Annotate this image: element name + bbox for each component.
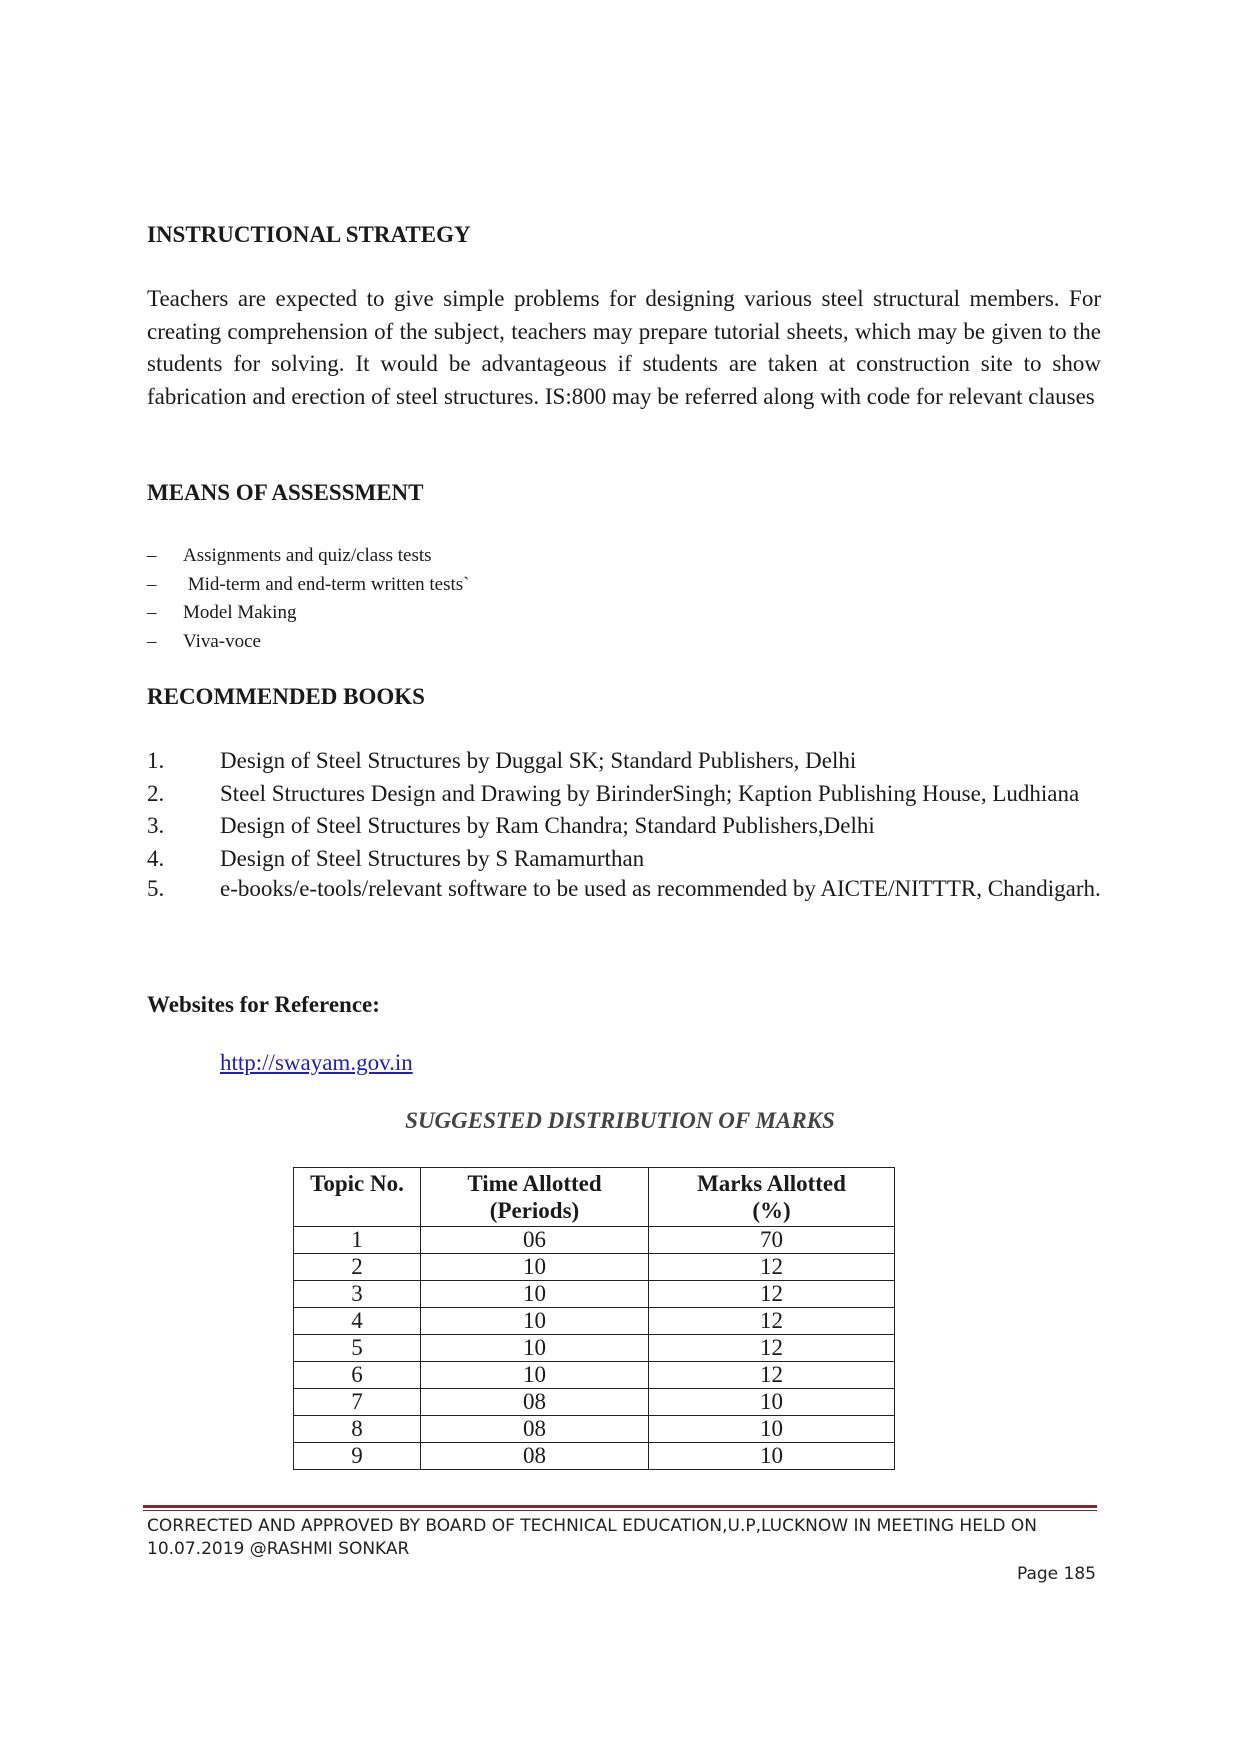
list-item <box>147 745 1101 778</box>
list-item-text: Steel Structures Design and Drawing by BirinderSingh; Kaption Publishing House, Ludhiana <box>220 780 1080 806</box>
time-cell: 08 <box>421 1389 649 1416</box>
time-cell: 10 <box>421 1362 649 1389</box>
instructional-strategy-heading: INSTRUCTIONAL STRATEGY <box>147 222 471 247</box>
topic-cell: 9 <box>294 1443 421 1470</box>
table-row <box>294 1362 895 1389</box>
marks-cell: 10 <box>649 1416 895 1443</box>
table-row <box>294 1254 895 1281</box>
marks-cell: 12 <box>649 1308 895 1335</box>
page-number: Page 185 <box>1016 1564 1096 1584</box>
marks-cell: 10 <box>649 1389 895 1416</box>
marks-cell: 12 <box>649 1362 895 1389</box>
list-item-text: Mid-term and end-term written tests` <box>183 573 470 595</box>
bullet-dash: – <box>147 545 157 566</box>
table-row <box>294 1389 895 1416</box>
topic-cell: 2 <box>294 1254 421 1281</box>
instructional-strategy-paragraph: Teachers are expected to give simple problems for designing various steel structural members. For creating comprehension of the subject, teachers may prepare tutorial sheets, which may be given to the students for solving. It would be advantageous if students are taken at construction site to show fabrication and erection of steel structures. IS:800 may be referred along with code for relevant clauses <box>147 286 1101 409</box>
time-cell: 08 <box>421 1443 649 1470</box>
list-item <box>147 875 1101 903</box>
swayam-link[interactable]: http://swayam.gov.in <box>220 1050 413 1075</box>
marks-cell: 12 <box>649 1335 895 1362</box>
header-marks-allotted: Marks Allotted (%) <box>649 1168 895 1227</box>
footer-rule-thin <box>143 1510 1097 1511</box>
time-cell: 10 <box>421 1281 649 1308</box>
means-of-assessment-heading: MEANS OF ASSESSMENT <box>147 480 424 505</box>
header-topic-no: Topic No. <box>294 1168 421 1227</box>
topic-cell: 3 <box>294 1281 421 1308</box>
table-row <box>294 1443 895 1470</box>
list-item-text: Model Making <box>183 602 297 623</box>
websites-heading: Websites for Reference: <box>147 992 380 1017</box>
list-number: 2. <box>147 780 165 806</box>
table-caption: SUGGESTED DISTRIBUTION OF MARKS <box>405 1108 835 1133</box>
list-item-text: Assignments and quiz/class tests <box>183 545 432 566</box>
recommended-books-heading: RECOMMENDED BOOKS <box>147 684 425 709</box>
list-item-text: Design of Steel Structures by Ram Chandra; Standard Publishers,Delhi <box>220 813 875 838</box>
list-number: 3. <box>147 813 165 838</box>
marks-cell: 10 <box>649 1443 895 1470</box>
topic-cell: 1 <box>294 1227 421 1254</box>
list-item-text: e-books/e-tools/relevant software to be used as recommended by AICTE/NITTTR, Chandigarh. <box>220 876 1101 901</box>
bullet-dash: – <box>147 602 157 623</box>
time-cell: 10 <box>421 1308 649 1335</box>
table-row <box>294 1308 895 1335</box>
time-cell: 08 <box>421 1416 649 1443</box>
marks-cell: 70 <box>649 1227 895 1254</box>
list-number: 4. <box>147 845 165 871</box>
topic-cell: 5 <box>294 1335 421 1362</box>
table-row <box>294 1281 895 1308</box>
list-number: 5. <box>147 876 165 901</box>
footer-line-2: 10.07.2019 @RASHMI SONKAR <box>147 1539 410 1559</box>
table-row <box>294 1416 895 1443</box>
list-number: 1. <box>147 748 165 773</box>
list-item <box>147 843 1101 876</box>
marks-cell: 12 <box>649 1281 895 1308</box>
recommended-books-list <box>147 745 1101 903</box>
footer-text <box>147 1515 1107 1561</box>
marks-table <box>293 1167 895 1470</box>
topic-cell: 4 <box>294 1308 421 1335</box>
header-time-allotted: Time Allotted (Periods) <box>421 1168 649 1227</box>
list-item <box>147 778 1101 811</box>
time-cell: 10 <box>421 1335 649 1362</box>
topic-cell: 8 <box>294 1416 421 1443</box>
list-item-text: Viva-voce <box>183 630 261 652</box>
bullet-dash: – <box>147 630 157 652</box>
topic-cell: 6 <box>294 1362 421 1389</box>
table-row <box>294 1335 895 1362</box>
topic-cell: 7 <box>294 1389 421 1416</box>
footer-line-1: CORRECTED AND APPROVED BY BOARD OF TECHNICAL EDUCATION,U.P,LUCKNOW IN MEETING HELD ON <box>147 1516 1038 1536</box>
table-row <box>294 1227 895 1254</box>
footer-rule-thick <box>143 1505 1097 1508</box>
table-header-row <box>294 1168 895 1227</box>
marks-cell: 12 <box>649 1254 895 1281</box>
time-cell: 10 <box>421 1254 649 1281</box>
list-item-text: Design of Steel Structures by S Ramamurthan <box>220 845 645 871</box>
list-item <box>147 810 1101 843</box>
bullet-dash: – <box>147 573 157 595</box>
time-cell: 06 <box>421 1227 649 1254</box>
list-item-text: Design of Steel Structures by Duggal SK; Standard Publishers, Delhi <box>220 748 857 773</box>
